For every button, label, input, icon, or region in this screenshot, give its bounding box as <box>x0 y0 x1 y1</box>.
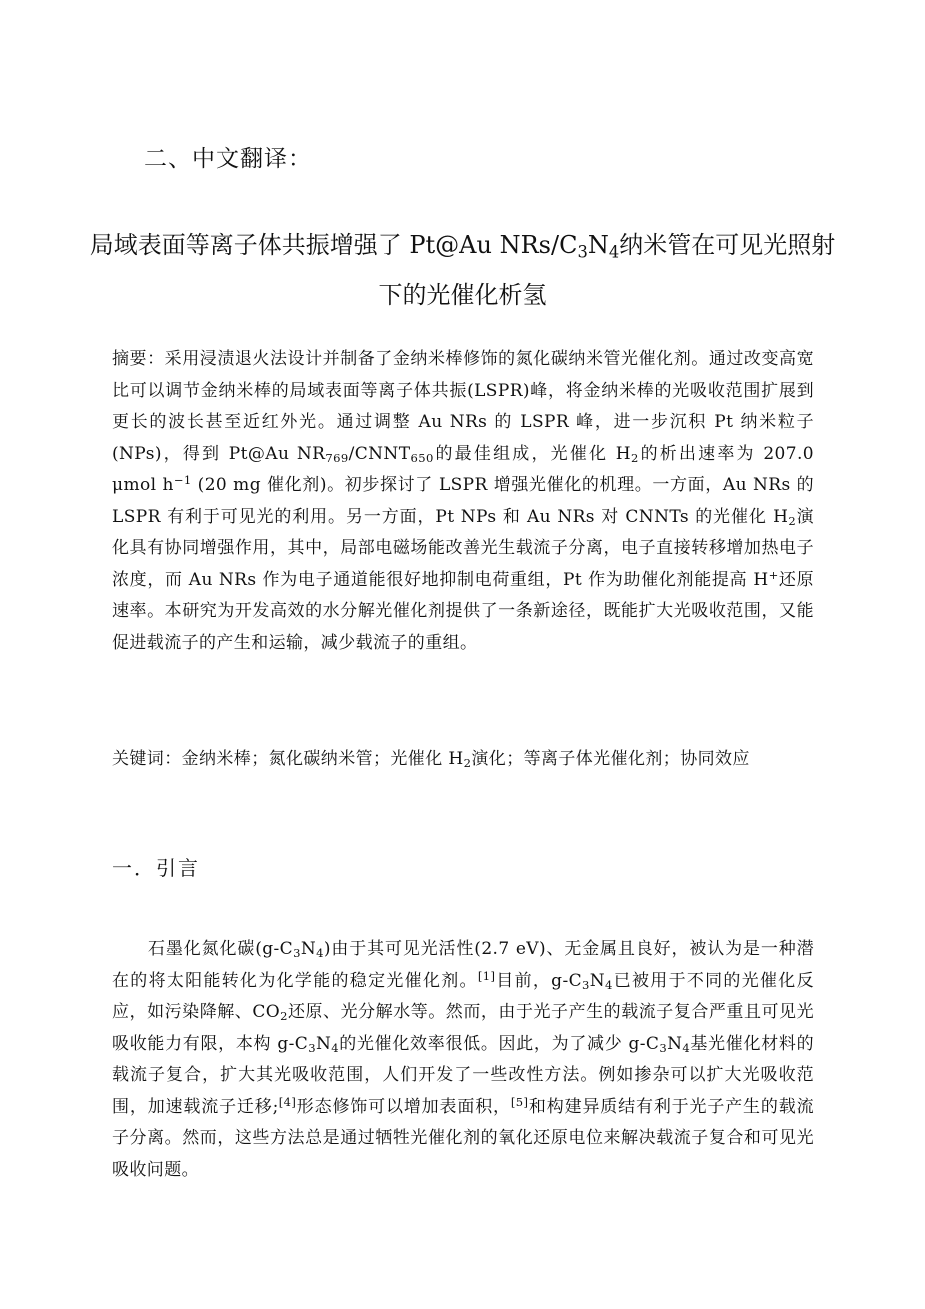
introduction-paragraph: 石墨化氮化碳$(g-C_3N_4)$由于其可见光活性(2.7 eV)、无金属且良好，被认为是一种潜在的将太阳能转化为化学能的稳定光催化剂。[1]目前，$g-C_3N_4$已被用于不同的光催化反应，如污染降解、$CO_2$还原、光分解水等。然而，由于光子产生的载流子复合严重且可见光吸收能力有限，本构 $g-C_3N_4$的光催化效率很低。因此，为了减少 $g-C_3N_4$基光催化材料的载流子复合，扩大其光吸收范围，人们开发了一些改性方法。例如掺杂可以扩大光吸收范围，加速载流子迁移;[4]形态修饰可以增加表面积，[5]和构建异质结有利于光子产生的载流子分离。然而，这些方法总是通过牺牲光催化剂的氧化还原电位来解决载流子复合和可见光吸收问题。 <box>112 939 815 1180</box>
introduction-heading: 一．引言 <box>112 856 200 880</box>
abstract-paragraph: 摘要：采用浸渍退火法设计并制备了金纳米棒修饰的氮化碳纳米管光催化剂。通过改变高宽比可以调节金纳米棒的局域表面等离子体共振(LSPR)峰，将金纳米棒的光吸收范围扩展到更长的波长甚至近红外光。通过调整 Au NRs 的 LSPR 峰，进一步沉积 Pt 纳米粒子(NPs)，得到 Pt@Au $NR_{769}/CNNT_{650}$的最佳组成，光催化 $H_2$的析出速率为 207.0 μmol $h^{-1}$ (20 mg 催化剂)。初步探讨了 LSPR 增强光催化的机理。一方面，Au NRs 的 LSPR 有利于可见光的利用。另一方面，Pt NPs 和 Au NRs 对 CNNTs 的光催化 $H_2$演化具有协同增强作用，其中，局部电磁场能改善光生载流子分离，电子直接转移增加热电子浓度，而 Au NRs 作为电子通道能很好地抑制电荷重组，Pt 作为助催化剂能提高 H+还原速率。本研究为开发高效的水分解光催化剂提供了一条新途径，既能扩大光吸收范围，又能促进载流子的产生和运输，减少载流子的重组。 <box>112 349 814 653</box>
paper-title: 局域表面等离子体共振增强了 Pt@Au NRs/$C_3N_4$纳米管在可见光照射下的光催化析氢 <box>89 231 836 309</box>
citation-ref-4: [4] <box>278 1094 297 1109</box>
section-heading: 二、中文翻译： <box>144 146 312 172</box>
keywords-paragraph: 关键词：金纳米棒；氮化碳纳米管；光催化 $H_2$演化；等离子体光催化剂；协同效应 <box>112 749 750 771</box>
citation-ref-1: [1] <box>477 968 496 983</box>
citation-ref-5: [5] <box>510 1094 529 1109</box>
